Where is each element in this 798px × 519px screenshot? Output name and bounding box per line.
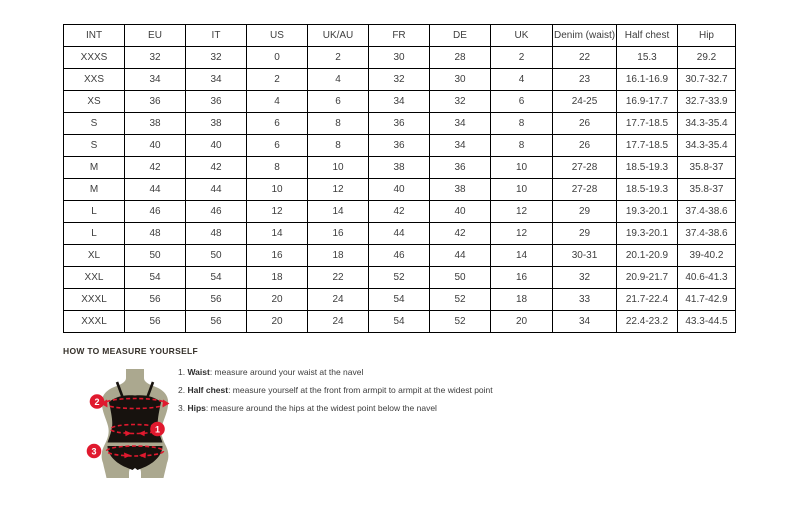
table-row [64,267,736,289]
table-row [64,113,736,135]
step-text: : measure around your waist at the navel [209,367,364,377]
column-header: UK/AU [308,25,369,47]
table-row [64,223,736,245]
table-cell: 42 [430,223,491,245]
table-cell: 32 [553,267,617,289]
table-cell: L [64,201,125,223]
table-cell: 36 [369,135,430,157]
table-cell: 42 [369,201,430,223]
table-cell: 34 [186,69,247,91]
table-row [64,201,736,223]
table-cell: 54 [125,267,186,289]
table-cell: 20 [247,311,308,333]
how-to-measure-heading: HOW TO MEASURE YOURSELF [63,346,199,356]
table-cell: XXS [64,69,125,91]
table-cell: 44 [430,245,491,267]
table-cell: 32 [369,69,430,91]
table-cell: 38 [186,113,247,135]
table-cell: 16 [491,267,553,289]
table-cell: 16.9-17.7 [617,91,678,113]
measurement-step [178,367,518,377]
table-row [64,69,736,91]
step-number: 1. [178,367,188,377]
table-cell: 20.1-20.9 [617,245,678,267]
table-cell: 52 [430,289,491,311]
table-cell: 22.4-23.2 [617,311,678,333]
table-cell: 56 [125,311,186,333]
table-cell: 24 [308,289,369,311]
table-cell: XXXS [64,47,125,69]
table-cell: 46 [369,245,430,267]
table-cell: XXL [64,267,125,289]
table-cell: 34 [430,113,491,135]
table-cell: 17.7-18.5 [617,113,678,135]
table-cell: 12 [491,201,553,223]
table-cell: 38 [369,157,430,179]
table-cell: 36 [369,113,430,135]
table-cell: 44 [369,223,430,245]
table-cell: 26 [553,135,617,157]
table-cell: 44 [125,179,186,201]
table-cell: 21.7-22.4 [617,289,678,311]
table-cell: 19.3-20.1 [617,201,678,223]
table-body [64,47,736,333]
table-row [64,135,736,157]
table-cell: 19.3-20.1 [617,223,678,245]
table-cell: 42 [186,157,247,179]
table-cell: 12 [491,223,553,245]
table-cell: 8 [491,113,553,135]
table-cell: 56 [186,289,247,311]
table-cell: 34.3-35.4 [678,113,736,135]
table-cell: 46 [125,201,186,223]
table-cell: 8 [308,113,369,135]
table-cell: 15.3 [617,47,678,69]
size-chart-table [63,24,736,333]
table-cell: 56 [186,311,247,333]
table-cell: 20.9-21.7 [617,267,678,289]
table-cell: 37.4-38.6 [678,201,736,223]
table-cell: 30-31 [553,245,617,267]
table-cell: 26 [553,113,617,135]
table-cell: 20 [491,311,553,333]
table-cell: 29 [553,223,617,245]
table-cell: 30.7-32.7 [678,69,736,91]
table-cell: 29.2 [678,47,736,69]
table-cell: 35.8-37 [678,157,736,179]
table-cell: XXXL [64,311,125,333]
table-cell: 54 [186,267,247,289]
table-cell: 33 [553,289,617,311]
table-cell: 18.5-19.3 [617,179,678,201]
marker-1-label: 1 [154,424,161,435]
step-text: : measure yourself at the front from armpit to armpit at the widest point [228,385,493,395]
table-cell: 10 [491,157,553,179]
step-number: 2. [178,385,188,395]
step-term: Waist [187,367,210,377]
table-cell: 4 [491,69,553,91]
step-term: Half chest [187,385,229,395]
measurement-steps [178,367,518,421]
table-cell: 40 [430,201,491,223]
table-header-row [64,25,736,47]
marker-2-label: 2 [94,396,100,407]
table-cell: M [64,179,125,201]
table-cell: 34 [125,69,186,91]
table-cell: 8 [491,135,553,157]
table-cell: XS [64,91,125,113]
table-cell: S [64,113,125,135]
table-cell: 2 [247,69,308,91]
table-cell: 52 [430,311,491,333]
table-cell: 50 [186,245,247,267]
table-cell: 38 [125,113,186,135]
table-cell: 0 [247,47,308,69]
table-cell: 36 [125,91,186,113]
table-cell: S [64,135,125,157]
table-cell: 37.4-38.6 [678,223,736,245]
table-cell: 32 [186,47,247,69]
column-header: US [247,25,308,47]
table-cell: 2 [308,47,369,69]
table-cell: 48 [186,223,247,245]
table-row [64,311,736,333]
table-cell: 50 [430,267,491,289]
table-cell: 41.7-42.9 [678,289,736,311]
table-cell: 40 [369,179,430,201]
table-cell: 40 [125,135,186,157]
measurement-step [178,385,518,395]
table-row [64,245,736,267]
table-cell: 22 [553,47,617,69]
table-cell: 16 [247,245,308,267]
table-cell: XXXL [64,289,125,311]
step-text: : measure around the hips at the widest point below the navel [205,403,437,413]
table-cell: 24 [308,311,369,333]
table-cell: 29 [553,201,617,223]
table-cell: 22 [308,267,369,289]
table-cell: 20 [247,289,308,311]
table-cell: XL [64,245,125,267]
table-cell: 14 [491,245,553,267]
table-cell: 10 [491,179,553,201]
table-cell: 48 [125,223,186,245]
table-row [64,47,736,69]
table-cell: 27-28 [553,157,617,179]
table-row [64,157,736,179]
table-cell: 32 [125,47,186,69]
table-cell: 38 [430,179,491,201]
table-cell: 36 [186,91,247,113]
table-cell: 52 [369,267,430,289]
table-cell: 24-25 [553,91,617,113]
table-cell: 2 [491,47,553,69]
table-cell: 4 [247,91,308,113]
table-cell: 23 [553,69,617,91]
column-header: Denim (waist) [553,25,617,47]
table-cell: 56 [125,289,186,311]
table-cell: 16.1-16.9 [617,69,678,91]
table-cell: 28 [430,47,491,69]
table-cell: 6 [247,113,308,135]
table-cell: 30 [369,47,430,69]
table-cell: 18 [247,267,308,289]
table-cell: 44 [186,179,247,201]
step-term: Hips [187,403,206,413]
table-cell: 17.7-18.5 [617,135,678,157]
table-cell: 12 [247,201,308,223]
table-cell: 18 [491,289,553,311]
table-cell: 35.8-37 [678,179,736,201]
table-cell: 4 [308,69,369,91]
table-cell: L [64,223,125,245]
table-cell: 32 [430,91,491,113]
table-cell: 54 [369,289,430,311]
table-cell: 14 [247,223,308,245]
table-row [64,179,736,201]
table-cell: 10 [308,157,369,179]
table-cell: 54 [369,311,430,333]
measurement-step [178,403,518,413]
table-cell: 18.5-19.3 [617,157,678,179]
table-row [64,91,736,113]
table-cell: 46 [186,201,247,223]
column-header: INT [64,25,125,47]
table-cell: 34.3-35.4 [678,135,736,157]
column-header: Hip [678,25,736,47]
column-header: FR [369,25,430,47]
table-row [64,289,736,311]
table-cell: 36 [430,157,491,179]
table-cell: 10 [247,179,308,201]
table-cell: 16 [308,223,369,245]
table-cell: 14 [308,201,369,223]
step-number: 3. [178,403,188,413]
column-header: Half chest [617,25,678,47]
table-cell: 6 [491,91,553,113]
marker-3-label: 3 [91,446,97,457]
column-header: IT [186,25,247,47]
table-cell: 42 [125,157,186,179]
column-header: UK [491,25,553,47]
table-cell: 40.6-41.3 [678,267,736,289]
table-cell: 8 [308,135,369,157]
table-cell: 43.3-44.5 [678,311,736,333]
column-header: DE [430,25,491,47]
table-cell: M [64,157,125,179]
table-cell: 40 [186,135,247,157]
table-cell: 50 [125,245,186,267]
table-cell: 6 [247,135,308,157]
table-cell: 39-40.2 [678,245,736,267]
table-cell: 34 [369,91,430,113]
table-cell: 34 [553,311,617,333]
table-cell: 27-28 [553,179,617,201]
table-cell: 30 [430,69,491,91]
table-cell: 12 [308,179,369,201]
column-header: EU [125,25,186,47]
table-cell: 32.7-33.9 [678,91,736,113]
table-cell: 34 [430,135,491,157]
table-cell: 8 [247,157,308,179]
table-cell: 6 [308,91,369,113]
table-cell: 18 [308,245,369,267]
